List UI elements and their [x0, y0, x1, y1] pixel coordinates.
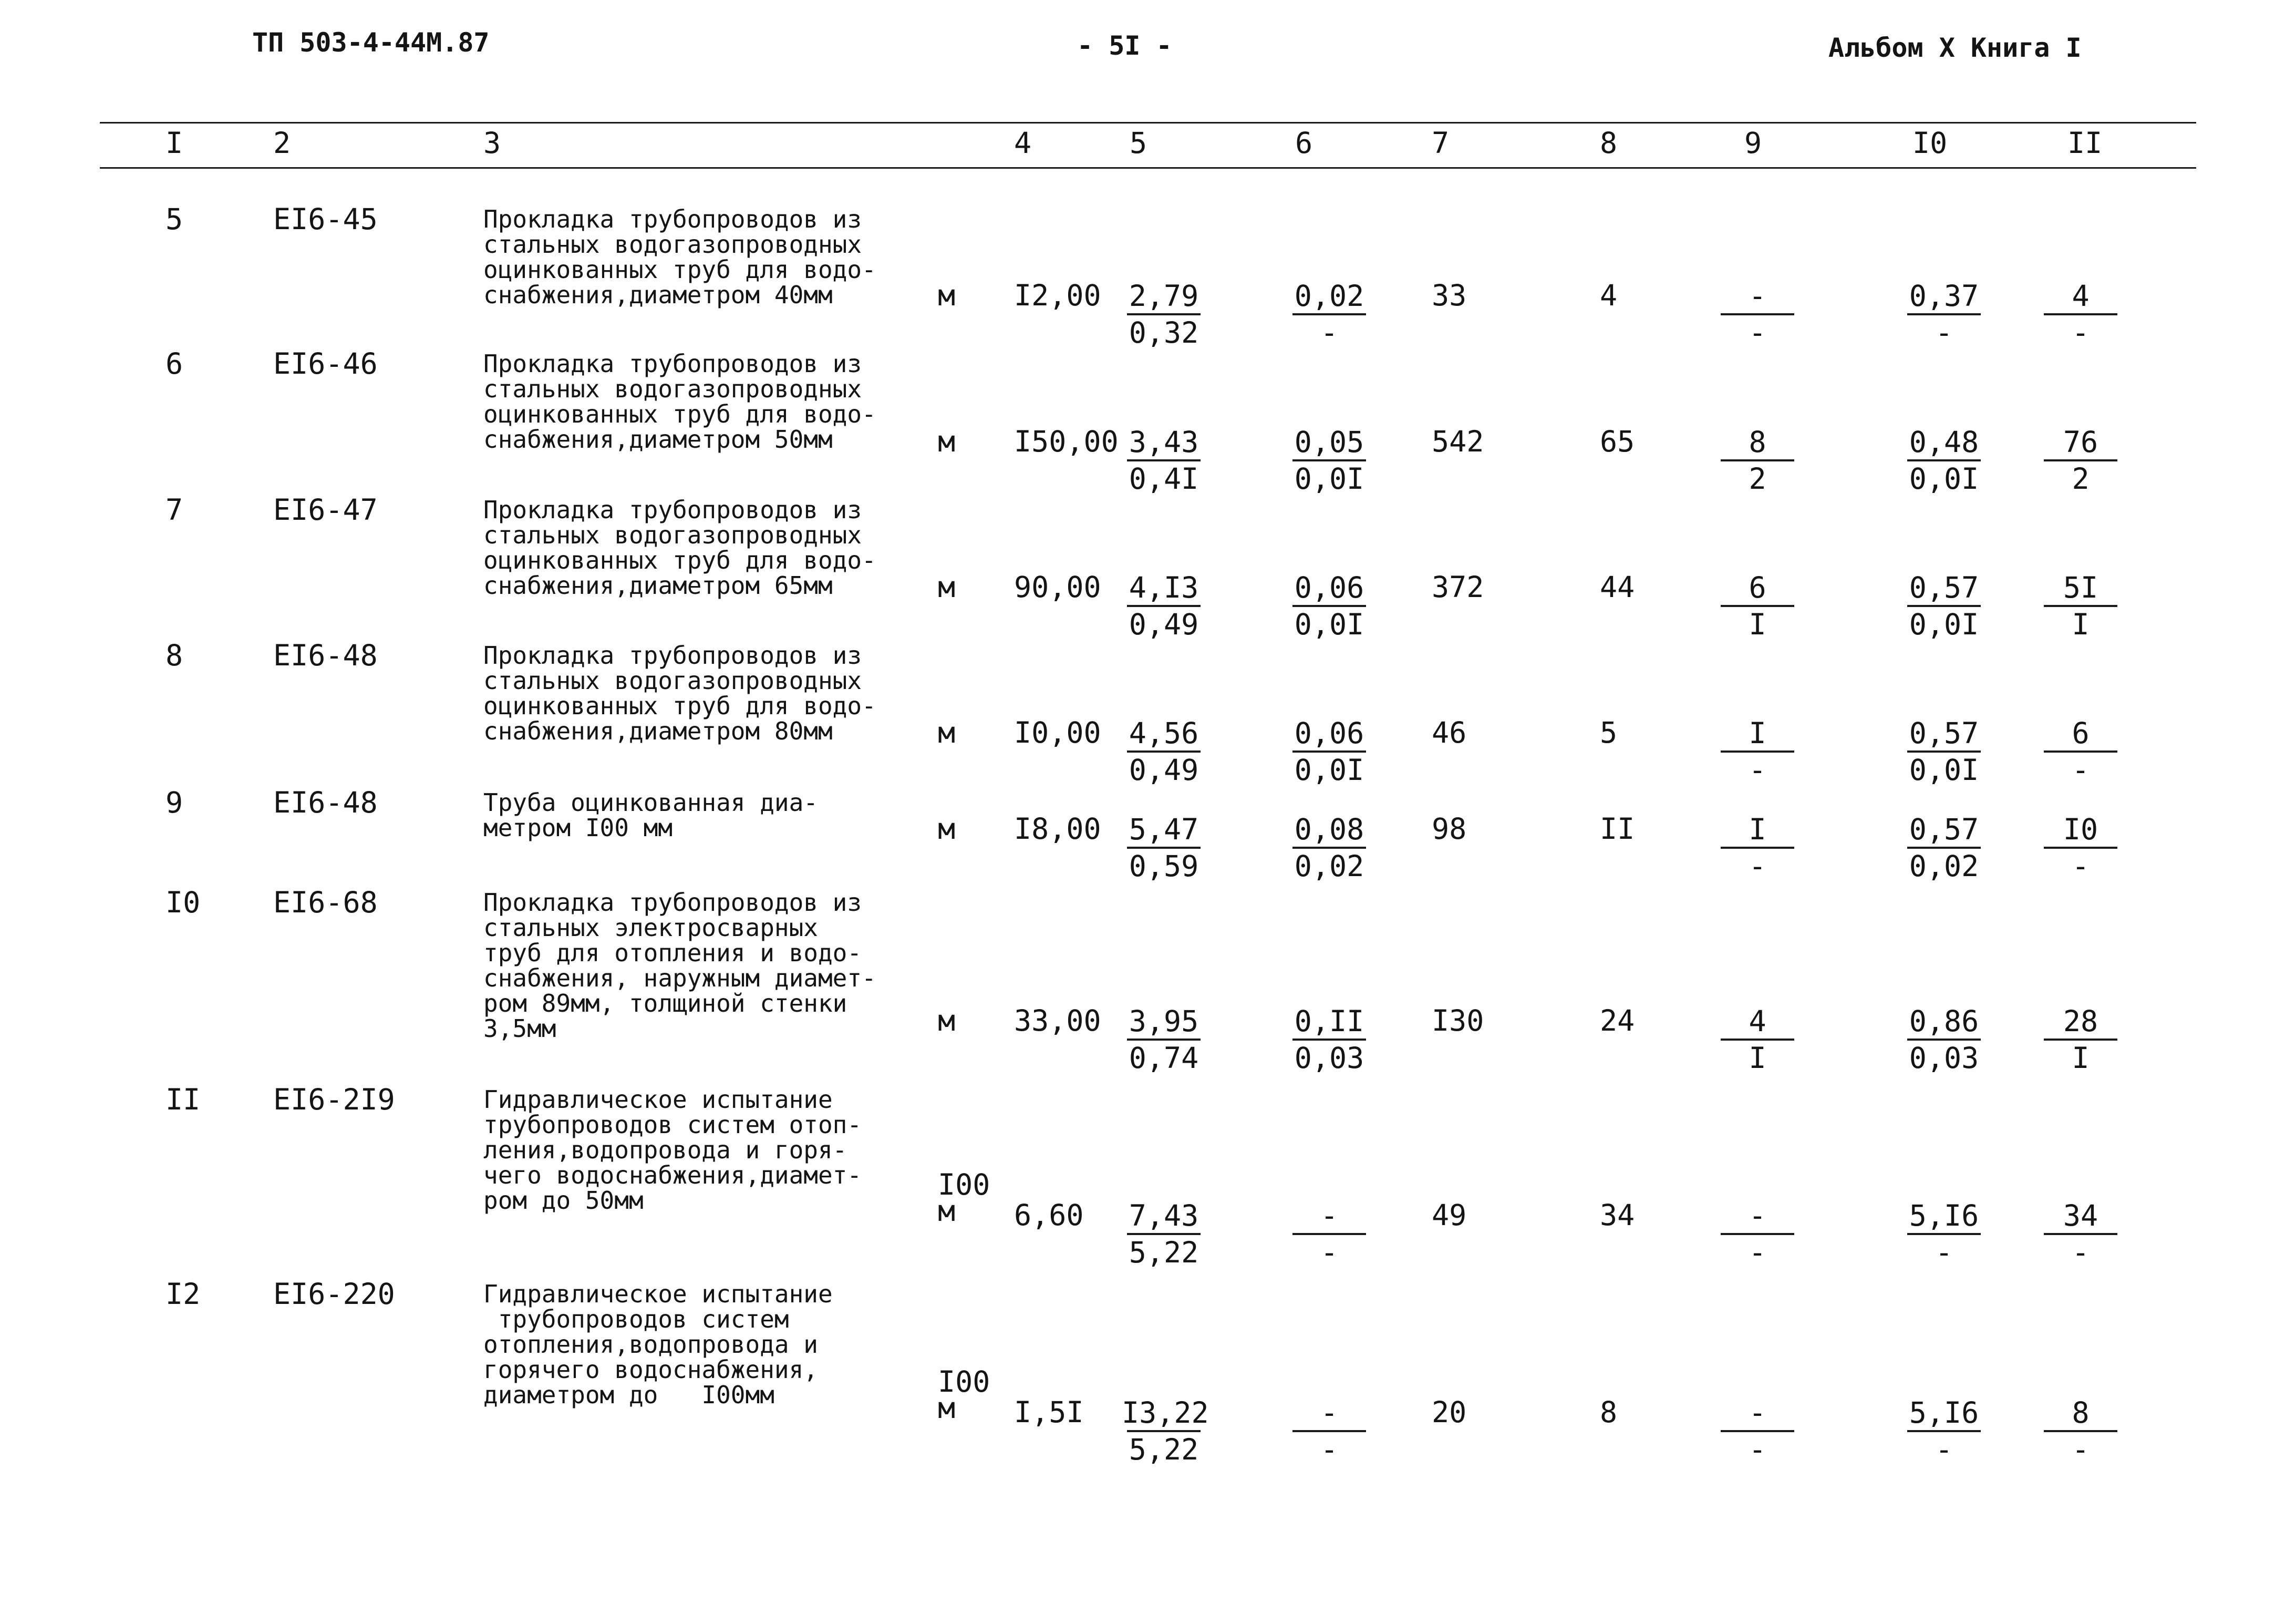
fraction-numerator: 0,05 [1294, 425, 1364, 459]
column-number-4: 4 [1014, 126, 1032, 160]
value-col7: 542 [1432, 425, 1484, 458]
row-number: II [166, 1083, 201, 1116]
fraction-denominator: - [2072, 316, 2090, 349]
unit-of-measure: м [938, 716, 956, 749]
fraction-numerator: 0,08 [1294, 813, 1364, 846]
work-description-line: снабжения,диаметром 65мм [483, 571, 833, 600]
work-description-line: снабжения,диаметром 50мм [483, 425, 833, 454]
fraction-c6 [1287, 1004, 1371, 1075]
fraction-denominator: 0,02 [1909, 849, 1979, 883]
fraction-numerator: - [1749, 279, 1766, 313]
fraction-denominator: 0,49 [1129, 608, 1199, 641]
column-number-6: 6 [1295, 126, 1313, 160]
value-col7: 372 [1432, 570, 1484, 604]
fraction-c6 [1287, 1198, 1371, 1270]
fraction-numerator: 5I [2063, 571, 2098, 604]
fraction-c11 [2039, 570, 2123, 642]
fraction-c6 [1287, 716, 1371, 787]
fraction-denominator: - [1935, 1236, 1953, 1269]
column-number-9: 9 [1744, 126, 1762, 160]
work-description-line: горячего водоснабжения, [483, 1355, 818, 1384]
unit-of-measure: м [938, 425, 956, 458]
fraction-denominator: I [2072, 1041, 2090, 1075]
fraction-numerator: 34 [2063, 1199, 2098, 1232]
work-description-line: стальных водогазопроводных [483, 521, 862, 549]
rate-code: EI6-45 [273, 202, 378, 236]
unit-of-measure: I00 [938, 1365, 990, 1399]
fraction-denominator: I [1749, 608, 1766, 641]
fraction-denominator: - [1320, 316, 1338, 349]
work-description-line: оцинкованных труб для водо- [483, 546, 876, 574]
unit-of-measure: I00 [938, 1168, 990, 1201]
quantity: 33,00 [1014, 1004, 1101, 1037]
fraction-c11 [2039, 1395, 2123, 1467]
work-description-line: Прокладка трубопроводов из [483, 641, 862, 670]
work-description-line: стальных водогазопроводных [483, 230, 862, 259]
fraction-c11 [2039, 279, 2123, 350]
work-description-line: стальных электросварных [483, 913, 818, 942]
fraction-denominator: 0,03 [1909, 1041, 1979, 1075]
fraction-denominator: - [1935, 316, 1953, 349]
fraction-numerator: 4 [1749, 1004, 1766, 1038]
work-description-line: оцинкованных труб для водо- [483, 400, 876, 428]
quantity: 90,00 [1014, 570, 1101, 604]
fraction-denominator: 0,0I [1294, 753, 1364, 787]
fraction-denominator: 0,74 [1129, 1041, 1199, 1075]
fraction-c9 [1715, 279, 1799, 350]
value-col8: 5 [1600, 716, 1618, 749]
fraction-denominator: - [1935, 1433, 1953, 1466]
fraction-c9 [1715, 1198, 1799, 1270]
fraction-c5 [1122, 1198, 1206, 1270]
fraction-denominator: 5,22 [1129, 1433, 1199, 1466]
column-number-8: 8 [1600, 126, 1618, 160]
value-col8: 34 [1600, 1198, 1635, 1232]
column-number-11: II [2067, 126, 2103, 160]
fraction-numerator: 0,57 [1909, 813, 1979, 846]
fraction-numerator: 0,02 [1294, 279, 1364, 313]
fraction-c10 [1902, 716, 1986, 787]
fraction-denominator: 0,49 [1129, 753, 1199, 787]
fraction-denominator: - [1320, 1433, 1338, 1466]
value-col8: 65 [1600, 425, 1635, 458]
fraction-numerator: 7,43 [1129, 1199, 1199, 1232]
value-col8: 44 [1600, 570, 1635, 604]
quantity: I,5I [1014, 1395, 1084, 1429]
fraction-c9 [1715, 1004, 1799, 1075]
fraction-numerator: 8 [2072, 1396, 2090, 1430]
quantity: I8,00 [1014, 812, 1101, 846]
row-number: 7 [166, 493, 183, 527]
row-number: I0 [166, 886, 201, 919]
fraction-c5 [1122, 716, 1206, 787]
value-col8: II [1600, 812, 1635, 846]
fraction-c5 [1122, 279, 1206, 350]
rate-code: EI6-47 [273, 493, 378, 527]
fraction-numerator: I [1749, 716, 1766, 750]
fraction-numerator: 76 [2063, 425, 2098, 459]
value-col7: 49 [1432, 1198, 1467, 1232]
fraction-c10 [1902, 812, 1986, 883]
fraction-c6 [1287, 425, 1371, 496]
value-col8: 8 [1600, 1395, 1618, 1429]
work-description-line: снабжения,диаметром 80мм [483, 717, 833, 745]
fraction-c6 [1287, 570, 1371, 642]
fraction-denominator: - [1749, 753, 1766, 787]
row-number: 9 [166, 786, 183, 819]
unit-of-measure: м [938, 279, 956, 312]
fraction-numerator: 3,43 [1129, 425, 1199, 459]
fraction-numerator: 6 [2072, 716, 2090, 750]
unit-of-measure: м [938, 1391, 956, 1425]
work-description-line: метром I00 мм [483, 814, 673, 842]
fraction-c9 [1715, 425, 1799, 496]
value-col7: 20 [1432, 1395, 1467, 1429]
value-col7: 33 [1432, 279, 1467, 312]
fraction-denominator: 0,03 [1294, 1041, 1364, 1075]
fraction-numerator: 0,48 [1909, 425, 1979, 459]
fraction-numerator: 28 [2063, 1004, 2098, 1038]
value-col7: 46 [1432, 716, 1467, 749]
fraction-denominator: 0,0I [1909, 462, 1979, 496]
fraction-c10 [1902, 279, 1986, 350]
column-number-10: I0 [1912, 126, 1948, 160]
fraction-numerator: 4 [2072, 279, 2090, 313]
quantity: 6,60 [1014, 1198, 1084, 1232]
fraction-c11 [2039, 1004, 2123, 1075]
fraction-denominator: - [2072, 1433, 2090, 1466]
work-description-line: чего водоснабжения,диамет- [483, 1161, 862, 1189]
fraction-denominator: 0,0I [1294, 462, 1364, 496]
column-number-2: 2 [273, 126, 291, 160]
fraction-numerator: 0,57 [1909, 716, 1979, 750]
rate-code: EI6-220 [273, 1277, 395, 1311]
fraction-c11 [2039, 1198, 2123, 1270]
column-number-1: I [166, 126, 183, 160]
fraction-c10 [1902, 1395, 1986, 1467]
fraction-numerator: - [1749, 1396, 1766, 1430]
rate-code: EI6-46 [273, 347, 378, 381]
quantity: I50,00 [1014, 425, 1119, 458]
fraction-c10 [1902, 1004, 1986, 1075]
quantity: I0,00 [1014, 716, 1101, 749]
value-col7: 98 [1432, 812, 1467, 846]
fraction-denominator: - [1749, 1433, 1766, 1466]
rate-code: EI6-68 [273, 886, 378, 919]
column-number-5: 5 [1130, 126, 1147, 160]
fraction-c11 [2039, 425, 2123, 496]
fraction-denominator: 2 [1749, 462, 1766, 496]
fraction-c5 [1122, 1004, 1206, 1075]
fraction-c6 [1287, 1395, 1371, 1467]
fraction-denominator: 2 [2072, 462, 2090, 496]
work-description-line: Прокладка трубопроводов из [483, 888, 862, 917]
fraction-numerator: I [1749, 813, 1766, 846]
fraction-c5 [1122, 812, 1206, 883]
rate-code: EI6-48 [273, 639, 378, 672]
fraction-denominator: 0,02 [1294, 849, 1364, 883]
work-description-line: 3,5мм [483, 1014, 556, 1043]
row-number: 8 [166, 639, 183, 672]
fraction-denominator: 0,0I [1909, 753, 1979, 787]
fraction-numerator: 0,II [1294, 1004, 1364, 1038]
row-number: 6 [166, 347, 183, 381]
fraction-denominator: 0,4I [1129, 462, 1199, 496]
work-description-line: стальных водогазопроводных [483, 375, 862, 403]
fraction-numerator: 5,I6 [1909, 1199, 1979, 1232]
fraction-c11 [2039, 812, 2123, 883]
fraction-numerator: 0,06 [1294, 571, 1364, 604]
row-number: 5 [166, 202, 183, 236]
fraction-c10 [1902, 425, 1986, 496]
fraction-c5 [1122, 570, 1206, 642]
work-description-line: Прокладка трубопроводов из [483, 205, 862, 233]
fraction-denominator: - [1749, 1236, 1766, 1269]
work-description-line: снабжения, наружным диамет- [483, 964, 876, 992]
fraction-numerator: 4,I3 [1129, 571, 1199, 604]
work-description-line: оцинкованных труб для водо- [483, 692, 876, 720]
fraction-numerator: 3,95 [1129, 1004, 1199, 1038]
fraction-numerator: 0,06 [1294, 716, 1364, 750]
fraction-numerator: I3,22 [1122, 1396, 1209, 1430]
fraction-c11 [2039, 716, 2123, 787]
fraction-denominator: 0,32 [1129, 316, 1199, 349]
fraction-numerator: 0,37 [1909, 279, 1979, 313]
rate-code: EI6-48 [273, 786, 378, 819]
fraction-c10 [1902, 1198, 1986, 1270]
fraction-denominator: - [2072, 753, 2090, 787]
work-description-line: Гидравлическое испытание [483, 1280, 833, 1308]
work-description-line: трубопроводов систем отоп- [483, 1111, 862, 1139]
rate-code: EI6-2I9 [273, 1083, 395, 1116]
fraction-denominator: 0,0I [1909, 608, 1979, 641]
fraction-c9 [1715, 1395, 1799, 1467]
fraction-denominator: 0,0I [1294, 608, 1364, 641]
fraction-numerator: - [1320, 1199, 1338, 1232]
work-description-line: оцинкованных труб для водо- [483, 255, 876, 284]
album-book-label: Альбом Х Книга I [1828, 33, 2082, 63]
fraction-numerator: - [1749, 1199, 1766, 1232]
fraction-denominator: 5,22 [1129, 1236, 1199, 1269]
work-description-line: Прокладка трубопроводов из [483, 349, 862, 378]
fraction-c10 [1902, 570, 1986, 642]
fraction-c6 [1287, 812, 1371, 883]
fraction-denominator: - [1749, 849, 1766, 883]
fraction-c9 [1715, 812, 1799, 883]
work-description-line: отопления,водопровода и [483, 1330, 818, 1359]
fraction-denominator: - [2072, 849, 2090, 883]
unit-of-measure: м [938, 1004, 956, 1037]
table-top-rule [100, 122, 2196, 124]
work-description-line: диаметром до I00мм [483, 1381, 774, 1409]
fraction-numerator: 2,79 [1129, 279, 1199, 313]
work-description-line: снабжения,диаметром 40мм [483, 281, 833, 309]
fraction-numerator: 6 [1749, 571, 1766, 604]
work-description-line: стальных водогазопроводных [483, 666, 862, 695]
row-number: I2 [166, 1277, 201, 1311]
unit-of-measure: м [938, 570, 956, 604]
fraction-numerator: 8 [1749, 425, 1766, 459]
fraction-c6 [1287, 279, 1371, 350]
fraction-c9 [1715, 570, 1799, 642]
fraction-numerator: 0,86 [1909, 1004, 1979, 1038]
value-col8: 24 [1600, 1004, 1635, 1037]
fraction-numerator: 5,I6 [1909, 1396, 1979, 1430]
fraction-numerator: - [1320, 1396, 1338, 1430]
column-number-7: 7 [1432, 126, 1450, 160]
page-number: - 5I - [1077, 30, 1172, 61]
work-description-line: Труба оцинкованная диа- [483, 788, 818, 817]
work-description-line: труб для отопления и водо- [483, 939, 862, 967]
work-description-line: ром 89мм, толщиной стенки [483, 989, 847, 1017]
fraction-denominator: I [1749, 1041, 1766, 1075]
work-description-line: трубопроводов систем [483, 1305, 789, 1333]
quantity: I2,00 [1014, 279, 1101, 312]
fraction-denominator: - [1749, 316, 1766, 349]
fraction-c5 [1122, 1395, 1209, 1467]
fraction-c9 [1715, 716, 1799, 787]
value-col8: 4 [1600, 279, 1618, 312]
fraction-denominator: - [2072, 1236, 2090, 1269]
fraction-numerator: 5,47 [1129, 813, 1199, 846]
work-description-line: Гидравлическое испытание [483, 1085, 833, 1114]
column-number-3: 3 [483, 126, 501, 160]
work-description-line: ром до 50мм [483, 1186, 644, 1215]
fraction-c5 [1122, 425, 1206, 496]
fraction-numerator: 4,56 [1129, 716, 1199, 750]
value-col7: I30 [1432, 1004, 1484, 1037]
fraction-denominator: 0,59 [1129, 849, 1199, 883]
fraction-denominator: - [1320, 1236, 1338, 1269]
work-description-line: Прокладка трубопроводов из [483, 496, 862, 524]
table-header-bottom-rule [100, 167, 2196, 169]
fraction-numerator: I0 [2063, 813, 2098, 846]
fraction-denominator: I [2072, 608, 2090, 641]
unit-of-measure: м [938, 812, 956, 846]
document-code: ТП 503-4-44М.87 [252, 27, 490, 58]
work-description-line: ления,водопровода и горя- [483, 1136, 847, 1164]
fraction-numerator: 0,57 [1909, 571, 1979, 604]
unit-of-measure: м [938, 1194, 956, 1228]
